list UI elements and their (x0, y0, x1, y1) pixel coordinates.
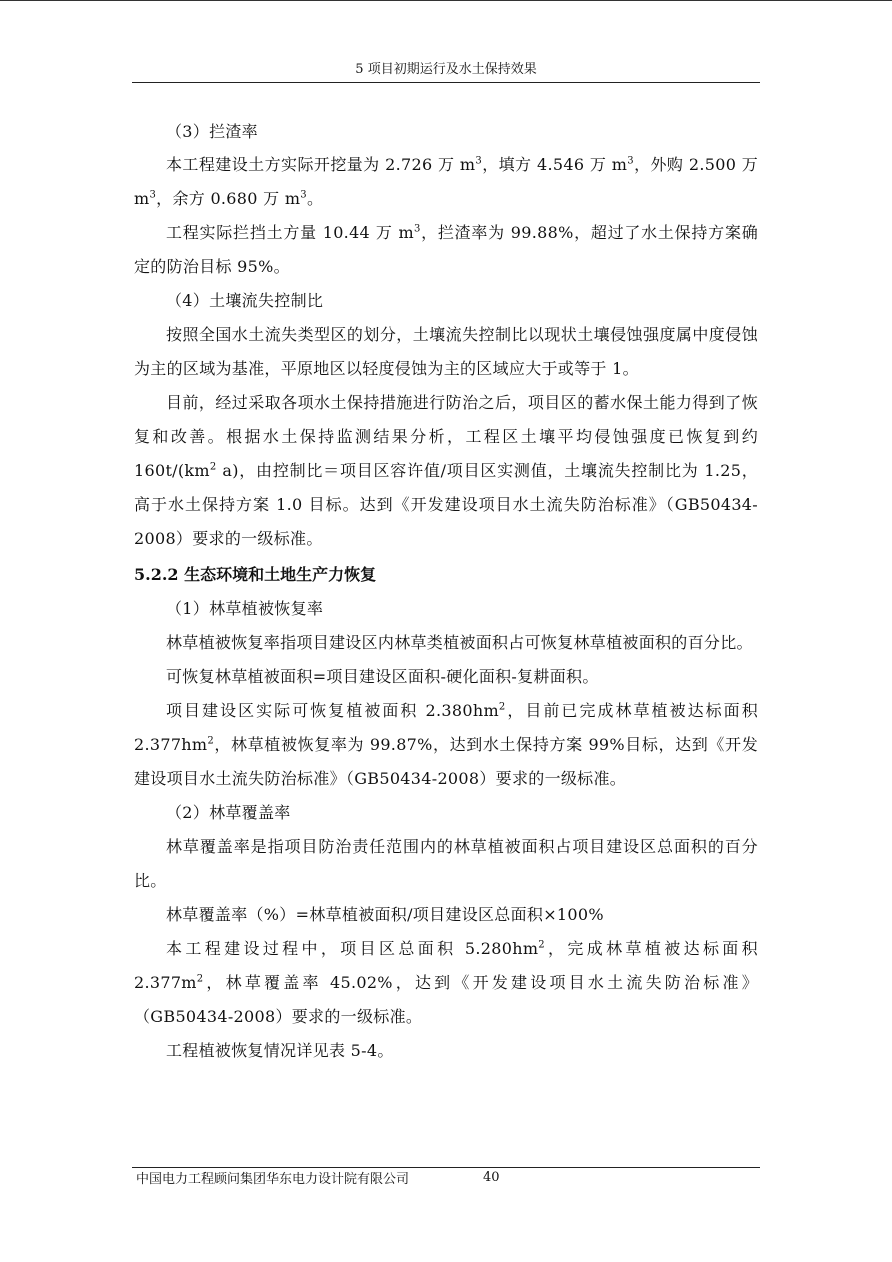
text-run: a)，由控制比＝项目区容许值/项目区实测值，土壤流失控制比为 1.25，高于水土保持方案 1.0 目标。达到《开发建设项目水土流失防治标准》（GB50434-2008）要求的一级标准。 (134, 461, 758, 548)
superscript: 3 (627, 155, 634, 167)
superscript: 2 (538, 939, 545, 951)
subsection-1-paragraph-2: 可恢复林草植被面积=项目建设区面积-硬化面积-复耕面积。 (166, 667, 599, 686)
text-run: ，拦渣率为 99.88%，超过了水土保持方案确定的防治目标 95%。 (134, 223, 759, 276)
page-number: 40 (483, 1170, 500, 1185)
text-run: ，余方 0.680 万 m (156, 189, 301, 208)
section-4-paragraph-2 (134, 386, 758, 556)
superscript: 2 (209, 461, 217, 473)
superscript: 2 (196, 973, 204, 985)
text-run: ，填方 4.546 万 m (482, 155, 628, 174)
text-run: 本工程建设土方实际开挖量为 2.726 万 m (166, 155, 476, 174)
top-border-line (0, 0, 892, 1)
text-run: ，完成林草植被达标面积 2.377m (134, 939, 758, 992)
text-run: 本工程建设过程中，项目区总面积 5.280hm (166, 939, 539, 958)
section-3-title: （3）拦渣率 (166, 122, 258, 141)
running-header: 5 项目初期运行及水土保持效果 (355, 62, 537, 77)
text-run: ，林草覆盖率 45.02%，达到《开发建设项目水土流失防治标准》（GB50434-2008）要求的一级标准。 (134, 973, 758, 1026)
superscript: 3 (149, 189, 157, 201)
subsection-2-paragraph-3 (134, 932, 758, 1034)
text-run: ，林草植被恢复率为 99.87%，达到水土保持方案 99%目标，达到《开发建设项目水土流失防治标准》（GB50434-2008）要求的一级标准。 (134, 735, 758, 788)
footer-rule (132, 1167, 760, 1168)
text-run: ，目前已完成林草植被达标面积 2.377hm (134, 701, 759, 754)
text-run: 项目建设区实际可恢复植被面积 2.380hm (166, 701, 499, 720)
subsection-1-paragraph-1: 林草植被恢复率指项目建设区内林草类植被面积占可恢复林草植被面积的百分比。 (166, 633, 753, 652)
superscript: 3 (413, 223, 421, 235)
footer-organization: 中国电力工程顾问集团华东电力设计院有限公司 (136, 1172, 410, 1187)
subsection-2-paragraph-1: 林草覆盖率是指项目防治责任范围内的林草植被面积占项目建设区总面积的百分比。 (134, 837, 758, 890)
section-3-paragraph-1 (134, 148, 758, 216)
superscript: 2 (207, 735, 215, 747)
subsection-1-title: （1）林草植被恢复率 (166, 599, 324, 618)
section-4-title: （4）土壤流失控制比 (166, 291, 324, 310)
text-run: 目前，经过采取各项水土保持措施进行防治之后，项目区的蓄水保土能力得到了恢复和改善。根据水土保持监测结果分析，工程区土壤平均侵蚀强度已恢复到约 160t/(km (134, 393, 758, 480)
section-3-paragraph-2 (134, 216, 758, 284)
subsection-2-formula: 林草覆盖率（%）=林草植被面积/项目建设区总面积×100% (166, 905, 604, 924)
text-run: ，外购 2.500 万 m (134, 155, 759, 208)
subsection-2-paragraph-4: 工程植被恢复情况详见表 5-4。 (166, 1041, 394, 1060)
document-body (134, 116, 758, 1068)
section-5-2-2-heading: 5.2.2 生态环境和土地生产力恢复 (134, 565, 377, 584)
text-run: 工程实际拦挡土方量 10.44 万 m (166, 223, 414, 242)
superscript: 3 (475, 155, 483, 167)
header-rule (132, 82, 760, 83)
subsection-1-paragraph-3 (134, 694, 758, 796)
subsection-2-title: （2）林草覆盖率 (166, 803, 291, 822)
superscript: 3 (300, 189, 307, 201)
text-run: 。 (306, 189, 324, 208)
superscript: 2 (498, 701, 506, 713)
section-4-paragraph-1: 按照全国水土流失类型区的划分，土壤流失控制比以现状土壤侵蚀强度属中度侵蚀为主的区域为基准，平原地区以轻度侵蚀为主的区域应大于或等于 1。 (134, 325, 758, 378)
